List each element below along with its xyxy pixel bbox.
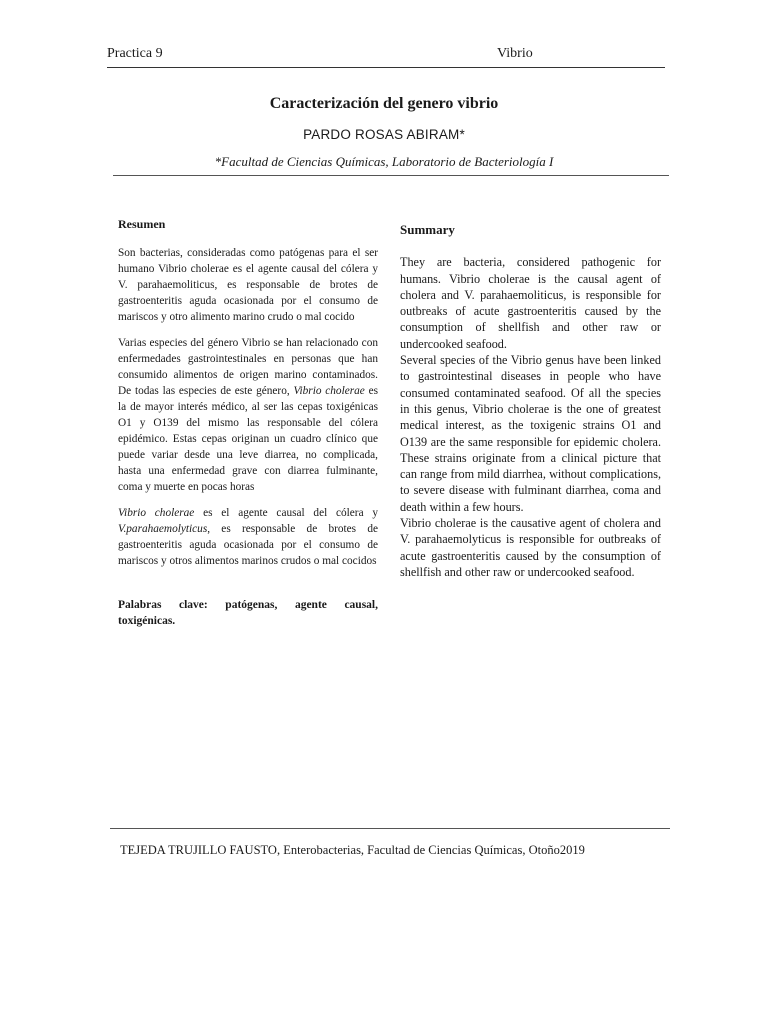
summary-paragraph-3: Vibrio cholerae is the causative agent of cholera and V. parahaemolyticus is responsible for outbreaks of acute gastroenteritis caused by the consumption of shellfish and other raw or undercooked seafood.	[400, 516, 661, 579]
summary-heading: Summary	[400, 222, 455, 237]
summary-column	[400, 222, 661, 580]
title-divider	[113, 175, 669, 176]
resumen-paragraph-1: Son bacterias, consideradas como patógenas para el ser humano Vibrio cholerae es el agente causal del cólera y V. parahaemoliticus, es responsable de brotes de gastroenteritis aguda ocasionada por el consumo de mariscos y otro alimento marino crudo o mal cocido	[118, 247, 378, 323]
text-span: , es responsable de brotes de gastroenteritis aguda ocasionada por el consumo de mariscos y otros alimentos marinos crudos o mal cocidos	[118, 523, 378, 567]
page-title: Caracterización del genero vibrio	[269, 95, 499, 112]
resumen-paragraph-3	[118, 505, 378, 569]
species-name: Vibrio cholerae	[118, 507, 195, 519]
header-divider	[107, 67, 665, 68]
keywords: Palabras clave: patógenas, agente causal, toxigénicas.	[118, 599, 378, 627]
footer-text: TEJEDA TRUJILLO FAUSTO, Enterobacterias, Facultad de Ciencias Químicas, Otoño2019	[120, 843, 585, 857]
text-span: es la de mayor interés médico, al ser las cepas toxigénicas O1 y O139 del mismo las responsable del cólera epidémico. Estas cepas originan un cuadro clínico que puede variar desde una leve diarrea, no complicada, hasta una enfermedad grave con diarrea fulminante, coma y muerte en pocas horas	[118, 385, 378, 493]
author-affiliation: *Facultad de Ciencias Químicas, Laboratorio de Bacteriología I	[214, 154, 554, 169]
resumen-column	[118, 216, 378, 639]
resumen-paragraph-2	[118, 335, 378, 495]
footer-divider	[110, 828, 670, 829]
text-span: Varias especies del género Vibrio se han relacionado con enfermedades gastrointestinales en personas que han consumido alimentos de origen marino contaminados. De todas las especies de este género,	[118, 337, 378, 397]
author-name: PARDO ROSAS ABIRAM*	[303, 127, 465, 142]
text-span: es el agente causal del cólera y	[194, 507, 378, 519]
header-topic: Vibrio	[497, 46, 533, 61]
summary-paragraph-1: They are bacteria, considered pathogenic for humans. Vibrio cholerae is the causal agent of cholera and V. parahaemoliticus, is responsible for outbreaks of acute gastroenteritis caused by the consumption of shellfish and other raw or undercooked seafood.	[400, 255, 661, 351]
species-name: Vibrio cholerae	[293, 385, 365, 397]
header-course: Practica 9	[107, 46, 163, 61]
resumen-heading: Resumen	[118, 217, 166, 231]
summary-paragraph-2: Several species of the Vibrio genus have been linked to gastrointestinal diseases in people who have consumed contaminated seafood. Of all the species in this genus, Vibrio cholerae is the one of greatest medical interest, as the toxigenic strains O1 and O139 are the same responsible for epidemic cholera. These strains originate from a clinical picture that can range from mild diarrhea, without complications, to severe disease with fulminant diarrhea, coma and death within a few hours.	[400, 353, 661, 514]
species-name: V.parahaemolyticus	[118, 523, 208, 535]
